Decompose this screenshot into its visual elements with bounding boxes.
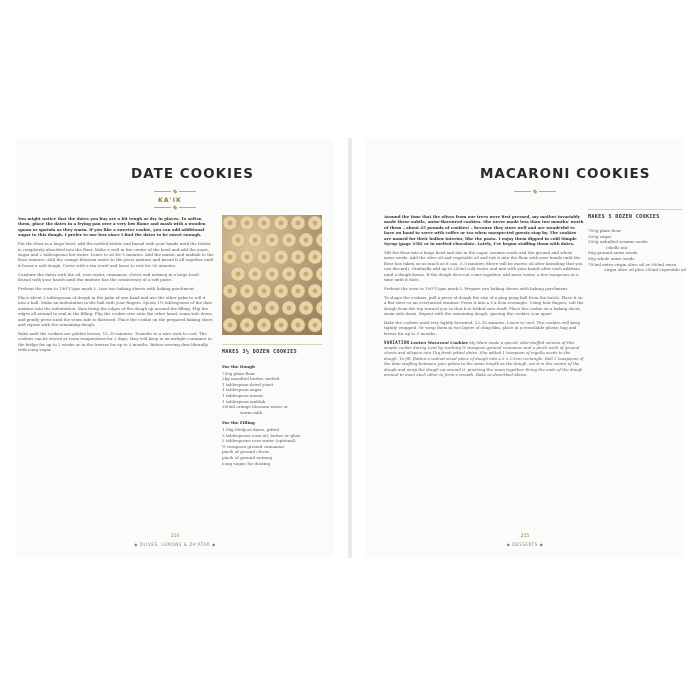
subtitle-ornament [154,206,196,209]
ingredient-item: icing sugar, for dusting [222,460,271,466]
cookie-shape [231,301,245,315]
ingredient-item: warm milk [240,409,263,415]
cookie-shape [299,233,313,247]
method-paragraph: Sift the flour into a large bowl and stir in the sugar, sesame seeds and the ground and whole anise seeds. Add the olive oil and vegetable oil and rub it into the flour with your hands until the flour has taken on as much as it can, 3–5 minutes (there will be excess oil after kneading that you can discard). Gradually add up to 250ml cold water and mix with your hands after each addition until a dough forms. If the dough does not come together, add more water, a few teaspoons at a time until it does. [384,249,583,282]
ingredient-item: 300ml orange blossom water or [222,404,289,410]
date-cookies-photo [222,215,322,335]
cookie-shape [257,318,271,332]
ingredient-item: pinch of ground cloves [222,449,270,455]
ingredient-item: 250g unhulled sesame seeds [588,239,648,245]
cookie-shape [274,318,288,332]
dough-items [222,371,326,416]
variation-text: My Mum made a spiced, date-stuffed version of this simple cookie during Lent by working ½ teaspoon ground cinnamon and a pinch each of ground cloves and allspice into 1kg fresh pitted dates. She added 1 teaspoon of nigella seeds to the dough. To fill, flatten a walnut-sized piece of dough into a 5 x 2.5cm rectangle. Roll 2 teaspoons of the date stuffing between your palms to the same length as the dough, set it in the centre of the dough and wrap the dough up around it, pinching the seam together. Bring the ends of the dough around to meet each other to form a wreath. Bake as described above. [384,339,584,378]
recipe-title: DATE COOKIES [131,166,255,182]
method-paragraph: Place about 3 tablespoons of dough in the palm of one hand and use the other palm to roll it into a ball. Make an indentation in the ball with your fingers. Spoon 1½ tablespoons of the date mixture into the indentation, then bring the edges of the dough up around the filling. Flip the edges all around to seal in the filling. Flip the cookie over onto the other hand, seam side down, and gently press until the seam side is flattened. Place the cookie on the prepared baking sheet and repeat with the remaining dough. [18,294,213,327]
macaroni-items [588,228,688,273]
cookie-shape [282,233,296,247]
filling-items [222,427,326,466]
ingredient-list [588,228,688,278]
cookie-shape [282,301,296,315]
title-ornament [514,190,556,193]
cookie-shape [308,250,322,264]
cookie-shape [316,233,322,247]
cookie-shape [316,267,322,281]
ingredient-item: ½ teaspoon ground cinnamon [222,443,284,449]
method-paragraph: Put the flour in a large bowl, add the melted butter and knead with your hands until the butter is completely absorbed into the flour. Make a well in the centre of the bowl and add the yeast, sugar and 2 tablespoons hot water. Leave to sit for 5 minutes. Add the mastic and mahlab to the flour mixture. Add the orange blossom water to the yeast mixture and knead it all together until it forms a soft dough. Cover with a tea towel and leave to rest for 30 minutes. [18,241,214,268]
intro-paragraph: Around the time that the olives from our trees were first pressed, my mother invariably made these subtle, anise-flavoured cookies. She never made less than two months' worth of them – about 25 pounds of cookies! – because they store well and are wonderful to have on hand to serve with coffee or tea when unexpected guests stop by. The cookies are named for their hollow interior, like the pasta. I enjoy them dipped in cold Simple Syrup (page 258) or in melted chocolate. Lately, I've begun stuffing them with dates. [384,214,584,247]
ingredient-item: 80g ground anise seeds [588,250,638,256]
ingredient-item: 750ml extra virgin olive oil or 500ml extra [588,261,677,267]
page-number: 215 [520,534,530,539]
variation-label: VARIATION [384,339,410,345]
book-gutter [348,138,352,558]
variation-name: Lenten Macaroni Cookies [410,339,468,345]
cookie-shape [308,284,322,298]
cookie-shape [282,267,296,281]
ingredients-rule [588,209,682,210]
cookie-shape [291,250,305,264]
cookie-tray-illustration [222,215,322,335]
method-paragraph: Preheat the oven to 190°C/gas mark 5. Line two baking sheets with baking parchment. [18,285,196,291]
cookie-shape [248,233,262,247]
cookie-shape [223,216,237,230]
ingredient-item: 80g whole anise seeds [588,255,635,261]
cookie-shape [265,267,279,281]
cookie-shape [223,284,237,298]
cookie-shape [265,301,279,315]
ingredient-item: 1 tablespoon sugar [222,387,262,393]
cookie-shape [274,250,288,264]
title-ornament [154,190,196,193]
cookie-shape [308,216,322,230]
ingredient-item: 3 tablespoons corn oil, butter or ghee [222,432,301,438]
cookie-shape [240,284,254,298]
ingredient-item: virgin olive oil plus 250ml vegetable oil [604,267,686,273]
ingredient-item: 1.5kg Medjool dates, pitted [222,426,280,432]
ingredient-item: 2kg unsalted butter, melted [222,376,280,382]
cookie-shape [316,301,322,315]
method-paragraph: To shape the cookies, pull a piece of dough the size of a ping pong ball from the batch. Place it on a flat sieve or an overturned strainer. Press it into a 5 x 8cm rectangle. Using four fingers, roll the dough from the top toward you so that it is folded onto itself. Place the cookie on a baking sheet, seam side down. Repeat with the remaining dough, spacing the cookies 2cm apart. [384,294,584,316]
ingredient-item: 2 tablespoons rose water (optional) [222,438,296,444]
cookie-shape [240,250,254,264]
recipe-title: MACARONI COOKIES [480,166,651,182]
cookie-shape [257,250,271,264]
method-paragraph: Combine the dates with the oil, rose water, cinnamon, cloves and nutmeg in a large bowl. Knead with your hands until the mixture has the consistency of a soft paste. [18,271,200,283]
cookie-shape [274,284,288,298]
ingredient-item: 750g plain flour [222,370,256,376]
ingredient-item: pinch of ground nutmeg [222,454,273,460]
cookie-shape [240,216,254,230]
ingredient-item: 1 tablespoon mahlab [222,398,266,404]
dough-heading: For the Dough [222,364,255,369]
cookie-shape [291,284,305,298]
method-paragraph: Bake until the cookies are golden brown, 15–20 minutes. Transfer to a wire rack to cool. The cookies can be stored at room temperature for 2 days; they will keep in an airtight container in the fridge for up to 2 weeks or in the freezer for up to 3 months. Before serving dust liberally with icing sugar. [18,330,212,353]
intro-paragraph: You might notice that the dates you buy are a bit tough or dry in places. To soften them, place the dates in a frying pan over a very low flame and mash with a wooden spoon or spatula as they warm. If you like a sweeter cookie, you can add additional sugar to this dough. I prefer to use less since I find the dates to be sweet enough. [18,216,206,238]
right-page [366,138,684,558]
cookie-shape [265,233,279,247]
page-number: 214 [170,534,180,539]
ingredient-list [222,364,326,471]
left-page [16,138,334,558]
ingredient-item: 1 tablespoon mastic [222,392,264,398]
page-footer [16,534,334,547]
cookie-shape [240,318,254,332]
page-footer [366,534,684,547]
cookie-shape [274,216,288,230]
cookie-shape [299,301,313,315]
variation-paragraph [384,340,584,378]
cookie-shape [308,318,322,332]
method-paragraph: Bake the cookies until very lightly browned, 12–15 minutes. Leave to cool. The cookies will keep tightly wrapped. Or wrap them in two layers of cling film, place in a resealable plastic bag and freeze for up to 3 months. [384,319,581,336]
ingredient-item: 1 tablespoon dried yeast [222,381,274,387]
ingredient-item: 750g plain flour [588,228,622,233]
cookie-shape [291,318,305,332]
method-paragraph: Preheat the oven to 190°C/gas mark 5. Prepare two baking sheets with baking parchment. [384,285,569,291]
filling-heading: For the Filling [222,420,255,426]
recipe-method [18,216,214,356]
cookie-shape [223,318,237,332]
running-head: ◆ DESSERTS ◆ [506,542,544,547]
yield-label: MAKES 3½ DOZEN COOKIES [222,349,298,355]
cookie-shape [257,284,271,298]
cookie-shape [231,233,245,247]
cookie-shape [299,267,313,281]
ingredient-item: 300g sugar [588,233,612,239]
ingredient-item: (shells on) [606,244,628,250]
cookie-shape [231,267,245,281]
cookie-shape [223,250,237,264]
ingredients-rule [222,344,322,345]
recipe-subtitle: KA'IK [158,197,183,204]
cookie-shape [248,301,262,315]
cookie-shape [257,216,271,230]
running-head: ◆ OLIVES, LEMONS & ZA'ATAR ◆ [134,542,216,547]
recipe-method [384,214,584,381]
yield-label: MAKES 5 DOZEN COOKIES [588,214,660,220]
cookie-shape [291,216,305,230]
cookie-shape [248,267,262,281]
